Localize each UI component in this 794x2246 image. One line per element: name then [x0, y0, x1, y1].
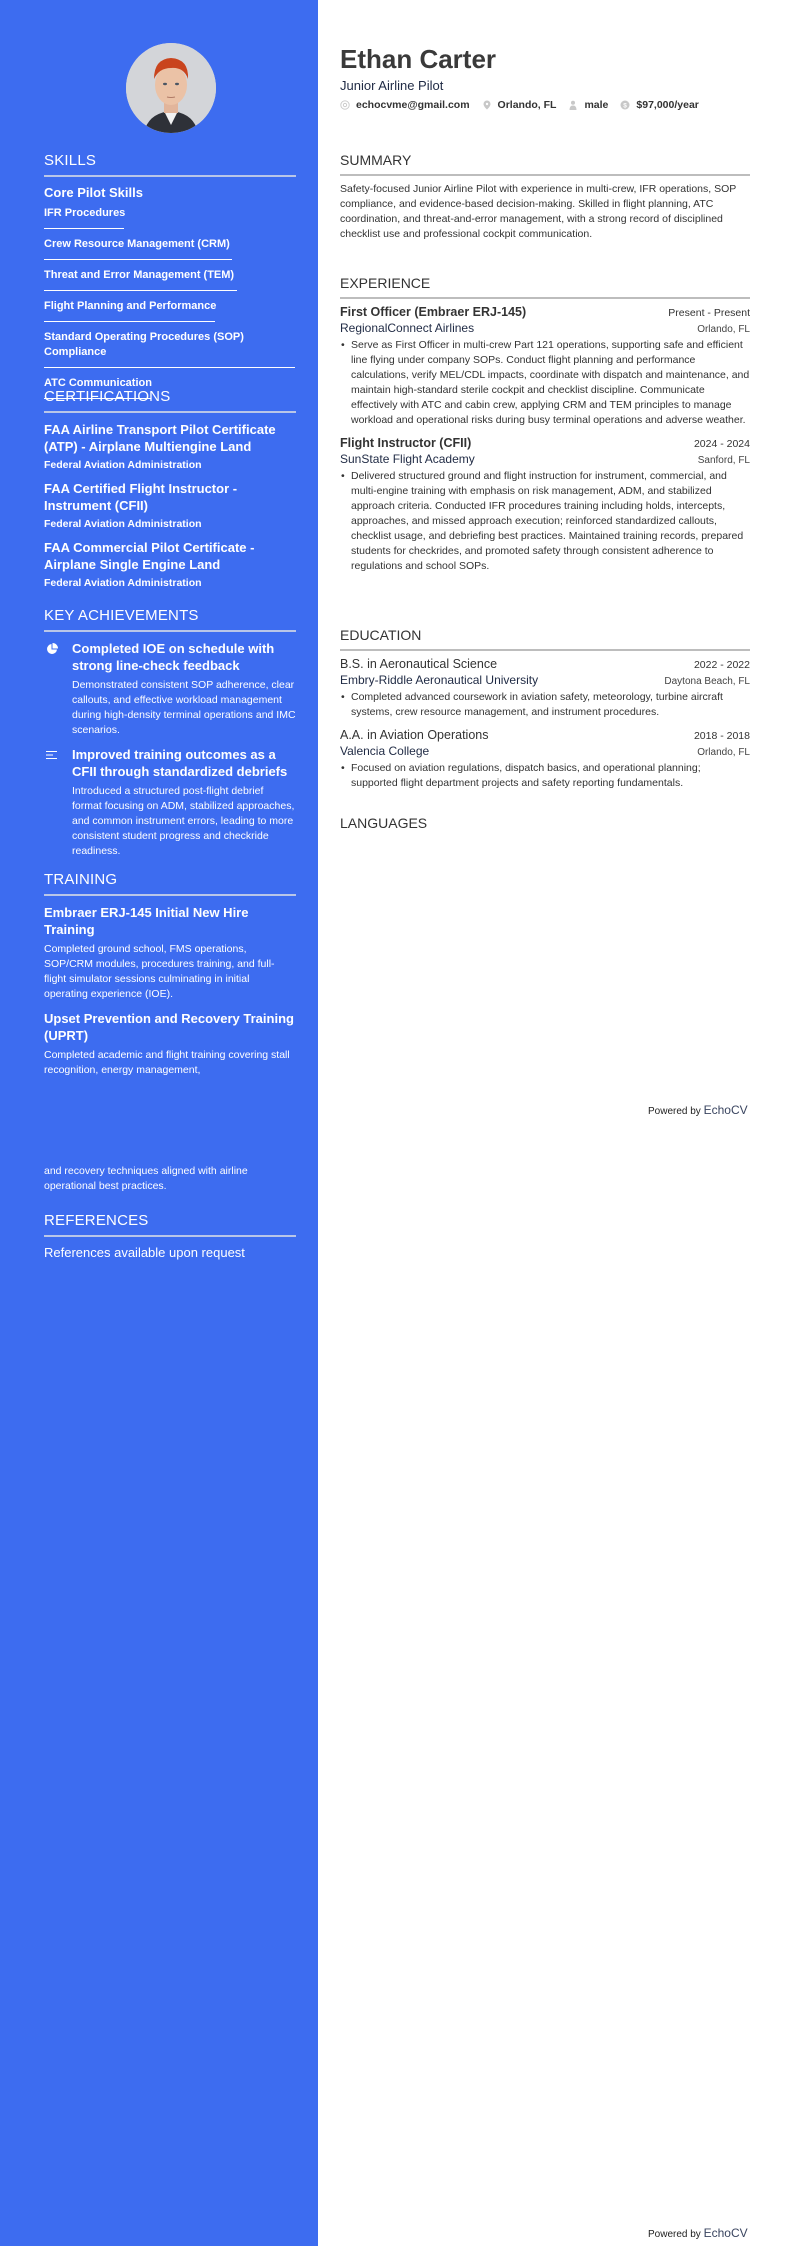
training-continuation: and recovery techniques aligned with airline operational best practices. — [44, 1165, 248, 1192]
candidate-name: Ethan Carter — [340, 44, 497, 74]
skill-item: Crew Resource Management (CRM) — [44, 235, 296, 260]
job-title: Junior Airline Pilot — [340, 78, 444, 93]
references-section — [44, 1212, 296, 1260]
date-range: 2024 - 2024 — [693, 438, 750, 450]
education-section — [340, 627, 750, 799]
school-name: Valencia College — [340, 744, 430, 758]
person-icon — [568, 100, 578, 110]
powered-by-footer: Powered by EchoCV — [648, 2226, 748, 2240]
skill-level-bar — [44, 259, 232, 260]
references-heading: REFERENCES — [44, 1212, 296, 1237]
company-name: RegionalConnect Airlines — [340, 321, 475, 335]
svg-text:$: $ — [623, 102, 628, 110]
certifications-heading: CERTIFICATIONS — [44, 388, 296, 413]
experience-item — [340, 436, 750, 574]
training-item: Upset Prevention and Recovery Training (UPRT) Completed academic and flight training covering stall recognition, energy management, — [44, 1011, 294, 1076]
location: Sanford, FL — [697, 455, 750, 466]
description-bullet: • Serve as First Officer in multi-crew Part 121 operations, supporting safe and efficient line flying under company SOPs. Conduct flight planning and performance calculations, verify MEL/CDL impacts, coordinate with dispatch and maintenance, and maintain high-standard sterile cockpit and checklist discipline. Communicate effectively with ATC and cabin crew, applying CRM and TEM principles to manage workload and operational risks during busy terminal operations and adverse weather. — [340, 338, 750, 428]
avatar — [126, 43, 216, 133]
achievements-heading: KEY ACHIEVEMENTS — [44, 607, 296, 632]
certification-item: FAA Commercial Pilot Certificate - Airplane Single Engine Land Federal Aviation Administration — [44, 540, 255, 589]
sidebar — [0, 0, 318, 2246]
skill-item: Standard Operating Procedures (SOP) Compliance — [44, 328, 296, 368]
references-text: References available upon request — [44, 1245, 245, 1260]
location-pin-icon — [482, 100, 492, 110]
description-bullet: • Completed advanced coursework in aviation safety, meteorology, turbine aircraft systems, crew resource management, and instrument procedures. — [340, 690, 750, 720]
summary-heading: SUMMARY — [340, 152, 750, 176]
at-icon — [340, 100, 350, 110]
education-item — [340, 728, 750, 791]
certifications-section — [44, 388, 296, 598]
education-heading: EDUCATION — [340, 627, 750, 651]
profile-photo — [126, 43, 216, 133]
skill-group-title: Core Pilot Skills — [44, 185, 143, 200]
contact-info — [340, 99, 699, 111]
summary-section — [340, 152, 750, 242]
experience-item — [340, 305, 750, 428]
degree-title: B.S. in Aeronautical Science — [340, 657, 498, 671]
contact-salary: $ $97,000/year — [620, 99, 698, 111]
skill-level-bar — [44, 228, 124, 229]
skill-item: IFR Procedures — [44, 204, 296, 229]
contact-email: echocvme@gmail.com — [340, 99, 470, 111]
training-item: Embraer ERJ-145 Initial New Hire Training Completed ground school, FMS operations, SOP/CRM modules, procedures training, and full-flight simulator sessions culminating in initial operating experience (IOE). — [44, 905, 275, 1000]
position-title: Flight Instructor (CFII) — [340, 436, 472, 450]
achievement-item: Improved training outcomes as a CFII through standardized debriefs Introduced a structured post-flight debrief format focusing on ADM, stabilized approaches, and common instrument errors, leading to more consistent student progress and checkride readiness. — [44, 746, 296, 859]
languages-heading: LANGUAGES — [340, 815, 428, 831]
dollar-coin-icon — [620, 100, 630, 110]
achievements-section — [44, 607, 296, 867]
skill-level-bar — [44, 290, 237, 291]
education-item — [340, 657, 750, 720]
certification-item: FAA Airline Transport Pilot Certificate (ATP) - Airplane Multiengine Land Federal Aviation Administration — [44, 422, 276, 471]
skills-heading: SKILLS — [44, 152, 296, 177]
school-name: Embry-Riddle Aeronautical University — [340, 673, 539, 687]
powered-by-footer: Powered by EchoCV — [648, 1103, 748, 1117]
contact-gender: male — [568, 99, 608, 111]
pie-chart-icon — [46, 643, 58, 655]
training-section — [44, 871, 296, 1086]
summary-text: Safety-focused Junior Airline Pilot with experience in multi-crew, IFR operations, SOP compliance, and evidence-based decision-making. Skilled in flight planning, ATC coordination, and threat-and-error management, with a strong record of disciplined checklist use and professional cockpit communication. — [340, 183, 737, 240]
position-title: First Officer (Embraer ERJ-145) — [340, 305, 527, 319]
training-heading: TRAINING — [44, 871, 296, 896]
skill-item: Threat and Error Management (TEM) — [44, 266, 296, 291]
skill-level-bar — [44, 321, 215, 322]
skill-item: Flight Planning and Performance — [44, 297, 296, 322]
lines-icon — [46, 749, 58, 761]
echocv-brand-link[interactable]: EchoCV — [703, 1103, 748, 1117]
location: Daytona Beach, FL — [664, 676, 750, 687]
location: Orlando, FL — [697, 324, 750, 335]
date-range: Present - Present — [668, 307, 750, 319]
echocv-brand-link[interactable]: EchoCV — [703, 2226, 748, 2240]
description-bullet: • Delivered structured ground and flight instruction for instrument, commercial, and multi-engine training with emphasis on risk management, ADM, and stabilized approach criteria. Conducted IFR procedures training including holds, intercepts, approaches, and missed approach execution; reinforced standardized callouts, checklist usage, and debriefing best practices. Maintained training records, prepared students for checkrides, and promoted safety through consistent adherence to regulations and school SOPs. — [340, 469, 750, 574]
skill-item: ATC Communication — [44, 374, 296, 399]
experience-section — [340, 275, 750, 582]
languages-section — [340, 815, 750, 843]
contact-location: Orlando, FL — [482, 99, 557, 111]
achievement-item: Completed IOE on schedule with strong line-check feedback Demonstrated consistent SOP adherence, clear callouts, and effective workload management during high-density terminal operations and IMC scenarios. — [44, 640, 296, 738]
degree-title: A.A. in Aviation Operations — [340, 728, 489, 742]
date-range: 2022 - 2022 — [693, 659, 750, 671]
date-range: 2018 - 2018 — [693, 730, 750, 742]
experience-heading: EXPERIENCE — [340, 275, 750, 299]
skills-section — [44, 152, 296, 405]
location: Orlando, FL — [697, 747, 750, 758]
certification-item: FAA Certified Flight Instructor - Instrument (CFII) Federal Aviation Administration — [44, 481, 238, 530]
description-bullet: • Focused on aviation regulations, dispatch basics, and operational planning; supported flight department projects and safety reporting fundamentals. — [340, 761, 750, 791]
skill-level-bar — [44, 367, 295, 368]
company-name: SunState Flight Academy — [340, 452, 475, 466]
